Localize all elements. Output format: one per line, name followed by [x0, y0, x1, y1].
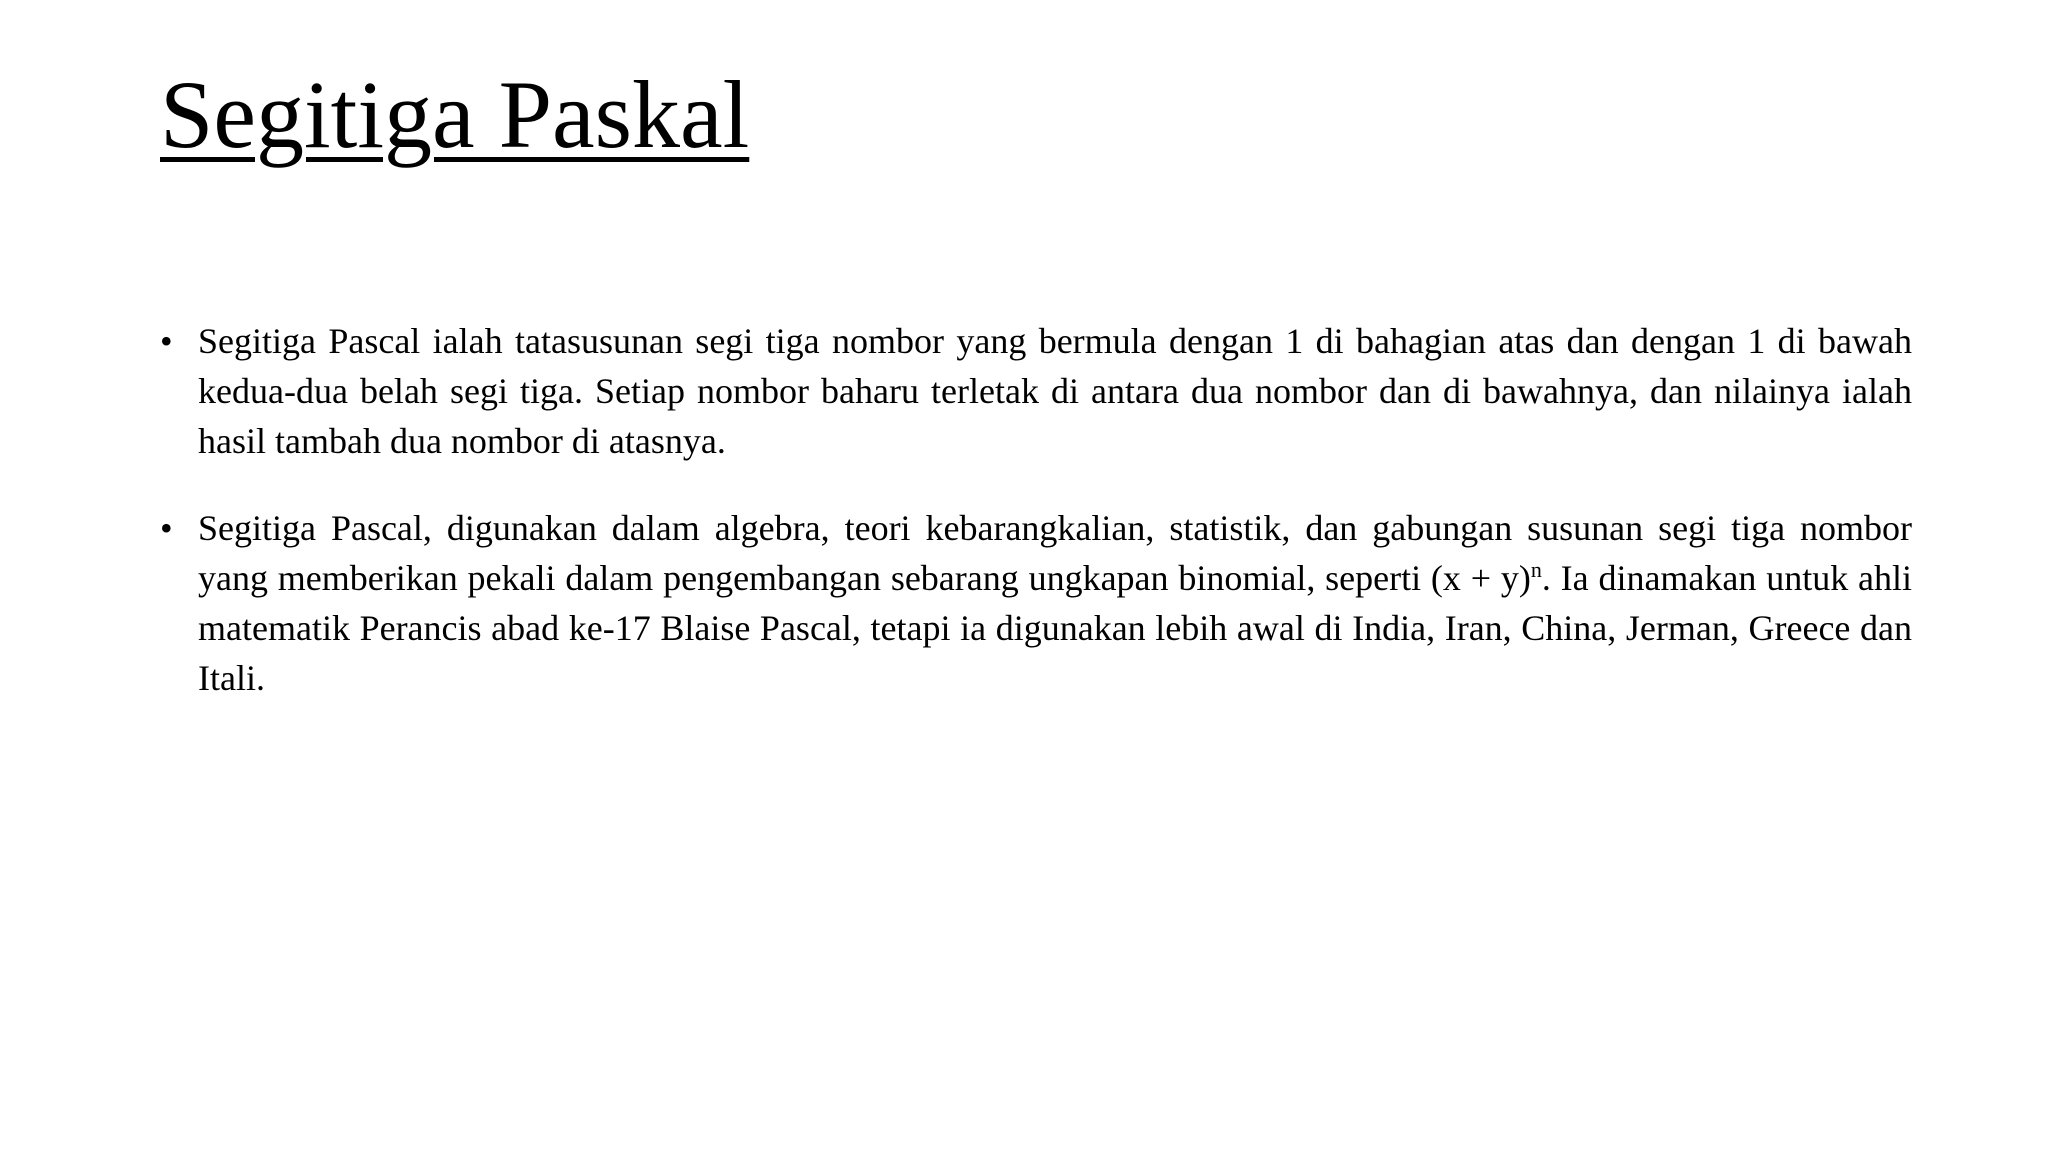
- exponent-superscript: n: [1530, 557, 1542, 582]
- bullet-marker: •: [160, 508, 173, 548]
- bullet-item-1: [160, 316, 1912, 466]
- bullet-list: [160, 316, 1912, 740]
- slide-title: Segitiga Paskal: [160, 61, 750, 168]
- bullet-text-2-part2: . Ia dinamakan untuk ahli matematik Perancis abad ke-17 Blaise Pascal, tetapi ia digunakan lebih awal di India, Iran, China, Jerman, Greece dan Itali.: [198, 558, 1912, 698]
- bullet-marker: •: [160, 321, 173, 361]
- bullet-text-2-part1: Segitiga Pascal, digunakan dalam algebra, teori kebarangkalian, statistik, dan gabungan susunan segi tiga nombor yang memberikan pekali dalam pengembangan sebarang ungkapan binomial, seperti (x + y): [198, 508, 1912, 598]
- bullet-item-2: [160, 503, 1912, 703]
- bullet-text-1: Segitiga Pascal ialah tatasusunan segi tiga nombor yang bermula dengan 1 di bahagian atas dan dengan 1 di bawah kedua-dua belah segi tiga. Setiap nombor baharu terletak di antara dua nombor dan di bawahnya, dan nilainya ialah hasil tambah dua nombor di atasnya.: [198, 321, 1912, 461]
